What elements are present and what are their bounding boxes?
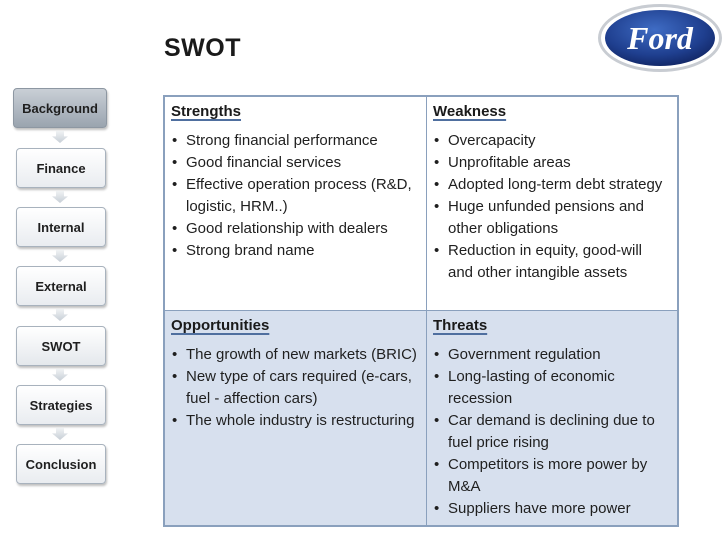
- swot-table: [163, 95, 679, 527]
- list-item: • Strong financial performance: [171, 130, 420, 152]
- nav-conclusion[interactable]: [16, 444, 106, 484]
- weakness-title: Weakness: [433, 103, 507, 120]
- opportunities-list: [171, 344, 420, 432]
- strengths-list: [171, 130, 420, 262]
- down-arrow-icon: [52, 428, 68, 440]
- nav-background[interactable]: [13, 88, 107, 128]
- nav-label: Finance: [36, 160, 86, 176]
- threats-cell: [426, 310, 678, 526]
- nav-swot[interactable]: [16, 326, 106, 366]
- list-item: • Suppliers have more power: [433, 498, 671, 520]
- threats-title: Threats: [433, 317, 488, 334]
- weakness-cell: [426, 96, 678, 311]
- list-item: • The growth of new markets (BRIC): [171, 344, 420, 366]
- list-item: • Competitors is more power by M&A: [433, 454, 671, 498]
- down-arrow-icon: [52, 191, 68, 203]
- nav-label: Strategies: [29, 397, 93, 413]
- list-item: • Strong brand name: [171, 240, 420, 262]
- list-item: • Effective operation process (R&D, logistic, HRM..): [171, 174, 420, 218]
- strengths-cell: [164, 96, 427, 311]
- nav-label: Background: [22, 100, 98, 116]
- threats-list: [433, 344, 671, 520]
- list-item: • Huge unfunded pensions and other obligations: [433, 196, 671, 240]
- list-item: • The whole industry is restructuring: [171, 410, 420, 432]
- nav-label: Internal: [37, 219, 85, 235]
- nav-strategies[interactable]: [16, 385, 106, 425]
- nav-label: External: [35, 278, 87, 294]
- strengths-title: Strengths: [171, 103, 242, 120]
- down-arrow-icon: [52, 250, 68, 262]
- list-item: • New type of cars required (e-cars, fuel - affection cars): [171, 366, 420, 410]
- nav-internal[interactable]: [16, 207, 106, 247]
- down-arrow-icon: [52, 369, 68, 381]
- weakness-list: [433, 130, 671, 284]
- list-item: • Good relationship with dealers: [171, 218, 420, 240]
- down-arrow-icon: [52, 131, 68, 143]
- page-title: SWOT: [164, 34, 241, 62]
- list-item: • Long-lasting of economic recession: [433, 366, 671, 410]
- nav-finance[interactable]: [16, 148, 106, 188]
- ford-logo: [596, 2, 724, 74]
- list-item: • Government regulation: [433, 344, 671, 366]
- nav-external[interactable]: [16, 266, 106, 306]
- down-arrow-icon: [52, 309, 68, 321]
- list-item: • Reduction in equity, good-will and other intangible assets: [433, 240, 671, 284]
- list-item: • Good financial services: [171, 152, 420, 174]
- list-item: • Overcapacity: [433, 130, 671, 152]
- nav-label: Conclusion: [25, 456, 97, 472]
- list-item: • Unprofitable areas: [433, 152, 671, 174]
- opportunities-cell: [164, 310, 427, 526]
- list-item: • Car demand is declining due to fuel price rising: [433, 410, 671, 454]
- svg-text:Ford: Ford: [627, 20, 693, 56]
- nav-label: SWOT: [41, 338, 81, 354]
- opportunities-title: Opportunities: [171, 317, 270, 334]
- list-item: • Adopted long-term debt strategy: [433, 174, 671, 196]
